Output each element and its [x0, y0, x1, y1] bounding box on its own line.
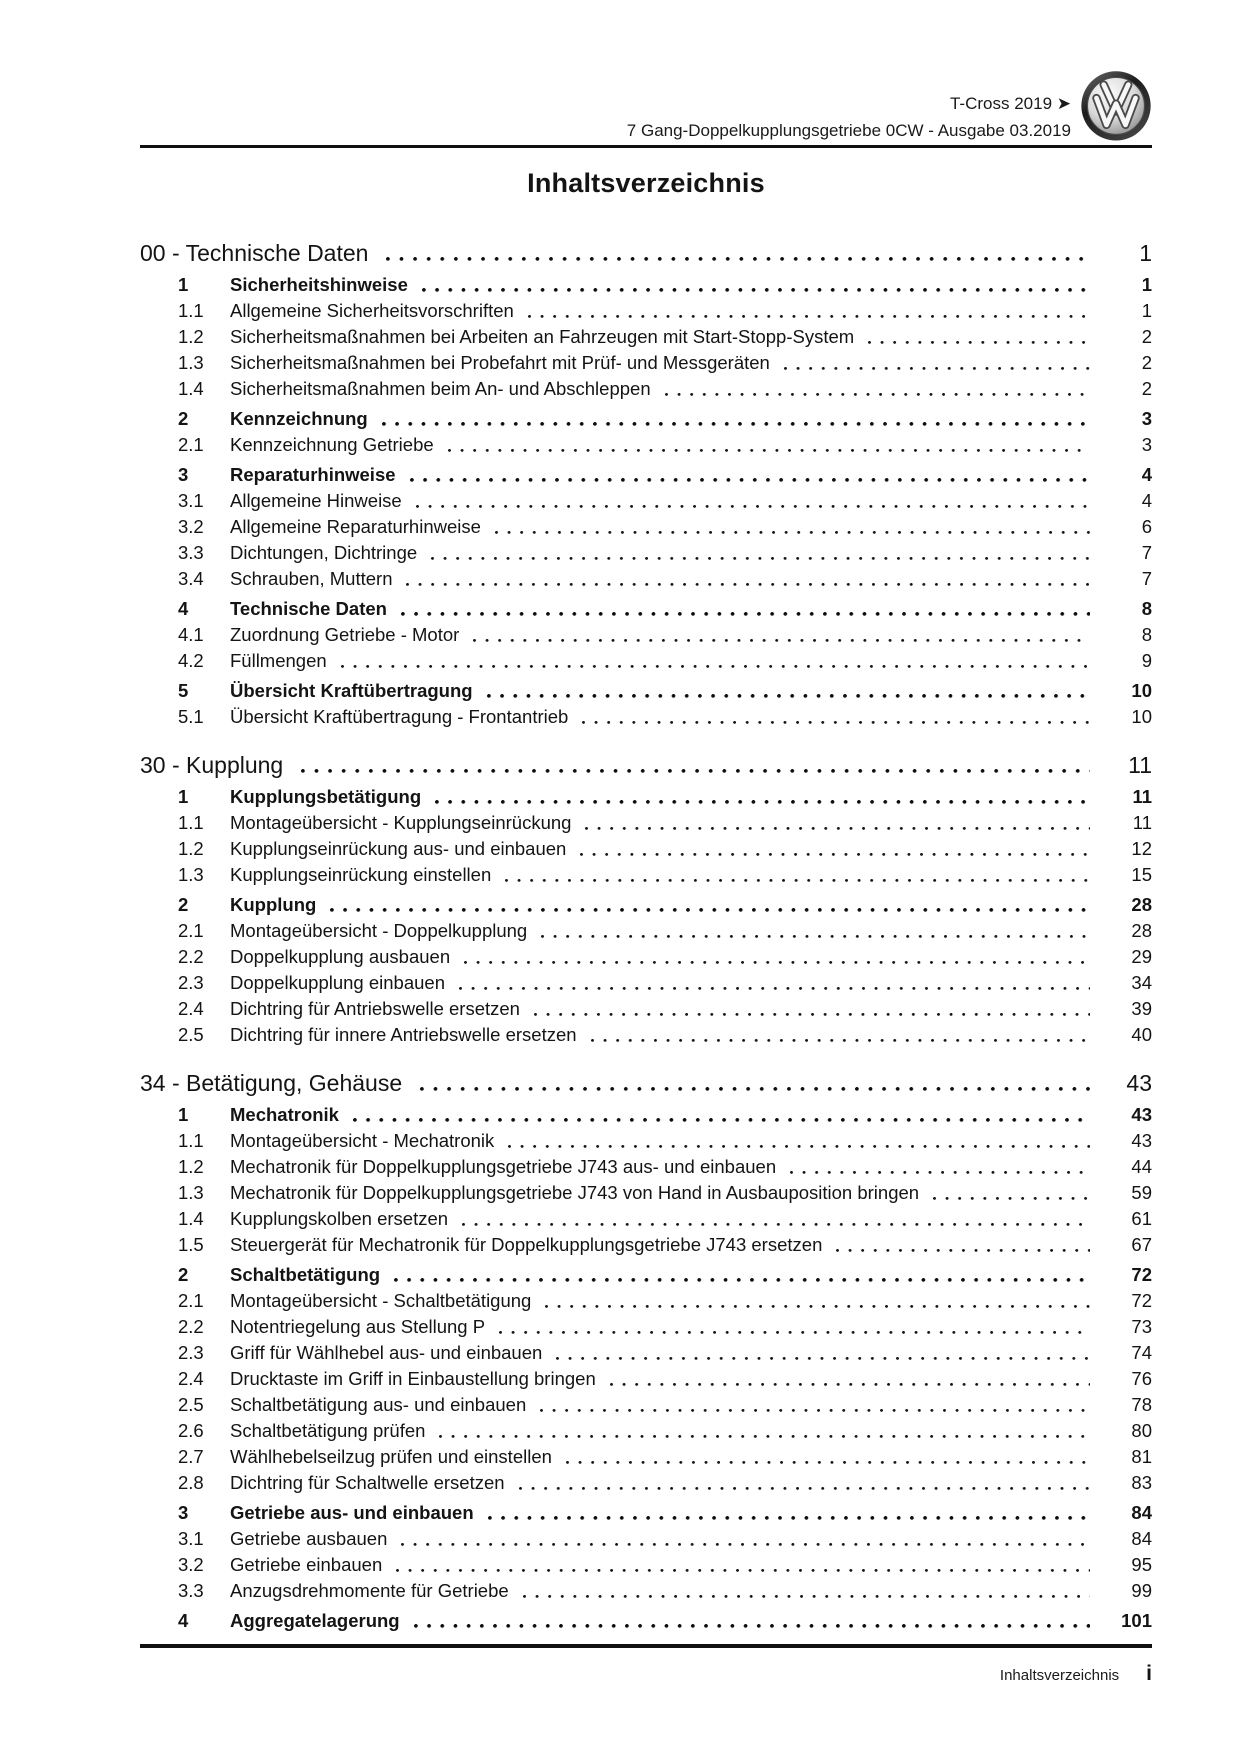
entry-page-number: 84 [1131, 1528, 1152, 1549]
toc-entry [140, 1206, 1152, 1232]
entry-page-number: 15 [1131, 864, 1152, 885]
leader-dots [495, 514, 1090, 540]
leader-dots [353, 1102, 1090, 1128]
entry-page-number: 95 [1131, 1554, 1152, 1575]
leader-dots [414, 1608, 1090, 1634]
leader-dots [868, 324, 1090, 350]
entry-page-number: 101 [1121, 1610, 1152, 1631]
entry-number: 3.3 [178, 1580, 204, 1601]
entry-number: 1.2 [178, 1156, 204, 1177]
entry-number: 3.2 [178, 516, 204, 537]
toc-entry [140, 1232, 1152, 1258]
leader-dots [473, 622, 1090, 648]
leader-dots [459, 970, 1090, 996]
entry-title: Montageübersicht - Mechatronik [230, 1130, 495, 1151]
entry-number: 2.2 [178, 946, 204, 967]
entry-number: 4 [178, 1610, 189, 1631]
toc-entry [140, 324, 1152, 350]
footer-divider [140, 1644, 1152, 1648]
entry-page-number: 4 [1141, 490, 1152, 511]
entry-number: 1.3 [178, 864, 204, 885]
toc-entry [140, 406, 1152, 432]
entry-number: 1.5 [178, 1234, 204, 1255]
entry-number: 2.4 [178, 998, 204, 1019]
toc-entry [140, 1608, 1152, 1634]
entry-title: Zuordnung Getriebe - Motor [230, 624, 460, 645]
entry-title: Drucktaste im Griff in Einbaustellung bringen [230, 1368, 596, 1389]
footer-page-number: i [1146, 1662, 1152, 1685]
leader-dots [933, 1180, 1090, 1206]
entry-page-number: 12 [1131, 838, 1152, 859]
entry-page-number: 81 [1131, 1446, 1152, 1467]
toc-entry [140, 298, 1152, 324]
entry-number: 2.1 [178, 1290, 204, 1311]
entry-number: 5 [178, 680, 189, 701]
leader-dots [410, 462, 1090, 488]
leader-dots [431, 540, 1090, 566]
entry-page-number: 7 [1141, 542, 1152, 563]
entry-title: Allgemeine Hinweise [230, 490, 402, 511]
leader-dots [386, 238, 1090, 268]
entry-number: 2.1 [178, 920, 204, 941]
section-title: 34 - Betätigung, Gehäuse [140, 1070, 403, 1096]
entry-title: Doppelkupplung einbauen [230, 972, 445, 993]
entry-page-number: 80 [1131, 1420, 1152, 1441]
entry-page-number: 73 [1131, 1316, 1152, 1337]
entry-title: Kupplung [230, 894, 317, 915]
entry-page-number: 10 [1131, 706, 1152, 727]
entry-number: 3 [178, 1502, 189, 1523]
entry-title: Dichtring für Antriebswelle ersetzen [230, 998, 520, 1019]
toc-entry [140, 1102, 1152, 1128]
entry-title: Kupplungseinrückung aus- und einbauen [230, 838, 567, 859]
toc-entry [140, 350, 1152, 376]
toc-entry [140, 678, 1152, 704]
entry-title: Dichtring für Schaltwelle ersetzen [230, 1472, 505, 1493]
entry-number: 1.4 [178, 378, 204, 399]
leader-dots [488, 1500, 1090, 1526]
entry-number: 1.1 [178, 300, 204, 321]
entry-title: Getriebe ausbauen [230, 1528, 388, 1549]
entry-title: Übersicht Kraftübertragung - Frontantrieb [230, 706, 569, 727]
entry-page-number: 1 [1141, 274, 1152, 295]
header-text-block [627, 90, 1071, 145]
toc-entry [140, 1552, 1152, 1578]
toc-section-row [140, 238, 1152, 268]
entry-title: Schaltbetätigung prüfen [230, 1420, 426, 1441]
entry-number: 3.4 [178, 568, 204, 589]
entry-page-number: 43 [1131, 1104, 1152, 1125]
entry-number: 1.3 [178, 352, 204, 373]
leader-dots [422, 272, 1090, 298]
entry-number: 2.8 [178, 1472, 204, 1493]
leader-dots [487, 678, 1090, 704]
leader-dots [523, 1578, 1090, 1604]
leader-dots [580, 836, 1090, 862]
entry-page-number: 76 [1131, 1368, 1152, 1389]
toc-entry [140, 704, 1152, 730]
toc-entry [140, 862, 1152, 888]
leader-dots [394, 1262, 1090, 1288]
leader-dots [499, 1314, 1090, 1340]
entry-page-number: 28 [1131, 894, 1152, 915]
entry-title: Schaltbetätigung [230, 1264, 381, 1285]
leader-dots [582, 704, 1090, 730]
entry-number: 4.2 [178, 650, 204, 671]
leader-dots [566, 1444, 1090, 1470]
entry-page-number: 74 [1131, 1342, 1152, 1363]
toc-entry [140, 272, 1152, 298]
page-header [140, 62, 1152, 145]
leader-dots [330, 892, 1090, 918]
entry-title: Aggregatelagerung [230, 1610, 400, 1631]
toc-entry [140, 1526, 1152, 1552]
section-page-number: 11 [1128, 752, 1152, 778]
entry-page-number: 84 [1131, 1502, 1152, 1523]
leader-dots [396, 1552, 1090, 1578]
entry-number: 2.7 [178, 1446, 204, 1467]
leader-dots [505, 862, 1090, 888]
leader-dots [462, 1206, 1090, 1232]
entry-title: Dichtungen, Dichtringe [230, 542, 418, 563]
leader-dots [790, 1154, 1090, 1180]
toc-entry [140, 970, 1152, 996]
entry-number: 1.2 [178, 326, 204, 347]
toc-entry [140, 622, 1152, 648]
header-divider [140, 145, 1152, 148]
entry-page-number: 72 [1131, 1290, 1152, 1311]
leader-dots [665, 376, 1090, 402]
toc-entry [140, 918, 1152, 944]
toc-entry [140, 1444, 1152, 1470]
toc-entry [140, 462, 1152, 488]
entry-title: Montageübersicht - Doppelkupplung [230, 920, 528, 941]
entry-title: Mechatronik für Doppelkupplungsgetriebe J743 von Hand in Ausbauposition bringen [230, 1182, 920, 1203]
toc-entry [140, 540, 1152, 566]
toc-entry [140, 996, 1152, 1022]
leader-dots [519, 1470, 1090, 1496]
leader-dots [435, 784, 1090, 810]
toc-entry [140, 1262, 1152, 1288]
entry-title: Schrauben, Muttern [230, 568, 393, 589]
page-footer [140, 1662, 1152, 1686]
entry-number: 4.1 [178, 624, 204, 645]
page-title: Inhaltsverzeichnis [527, 168, 765, 198]
entry-title: Steuergerät für Mechatronik für Doppelkupplungsgetriebe J743 ersetzen [230, 1234, 823, 1255]
entry-title: Sicherheitsmaßnahmen beim An- und Abschleppen [230, 378, 651, 399]
leader-dots [528, 298, 1090, 324]
toc-entry [140, 1128, 1152, 1154]
section-page-number: 43 [1126, 1070, 1152, 1096]
entry-title: Allgemeine Reparaturhinweise [230, 516, 481, 537]
entry-number: 2.5 [178, 1394, 204, 1415]
table-of-contents [140, 238, 1152, 1634]
entry-title: Montageübersicht - Schaltbetätigung [230, 1290, 532, 1311]
toc-entry [140, 488, 1152, 514]
toc-section-row [140, 1068, 1152, 1098]
toc-entry [140, 514, 1152, 540]
entry-number: 4 [178, 598, 189, 619]
entry-page-number: 39 [1131, 998, 1152, 1019]
entry-title: Montageübersicht - Kupplungseinrückung [230, 812, 572, 833]
toc-entry [140, 648, 1152, 674]
toc-entry [140, 1022, 1152, 1048]
entry-number: 3.1 [178, 490, 204, 511]
entry-page-number: 10 [1131, 680, 1152, 701]
entry-number: 2.3 [178, 1342, 204, 1363]
leader-dots [508, 1128, 1090, 1154]
leader-dots [341, 648, 1090, 674]
entry-number: 1.1 [178, 1130, 204, 1151]
entry-page-number: 61 [1131, 1208, 1152, 1229]
entry-title: Anzugsdrehmomente für Getriebe [230, 1580, 509, 1601]
entry-number: 2.5 [178, 1024, 204, 1045]
entry-number: 1.1 [178, 812, 204, 833]
entry-title: Griff für Wählhebel aus- und einbauen [230, 1342, 543, 1363]
entry-title: Kennzeichnung [230, 408, 368, 429]
entry-page-number: 7 [1141, 568, 1152, 589]
entry-page-number: 28 [1131, 920, 1152, 941]
entry-page-number: 72 [1131, 1264, 1152, 1285]
toc-entry [140, 836, 1152, 862]
leader-dots [401, 596, 1090, 622]
entry-number: 2.1 [178, 434, 204, 455]
toc-entry [140, 432, 1152, 458]
toc-entry [140, 1314, 1152, 1340]
entry-number: 2 [178, 894, 189, 915]
entry-number: 2.6 [178, 1420, 204, 1441]
entry-page-number: 3 [1141, 434, 1152, 455]
entry-number: 3 [178, 464, 189, 485]
entry-page-number: 2 [1141, 352, 1152, 373]
toc-entry [140, 1340, 1152, 1366]
entry-number: 1.4 [178, 1208, 204, 1229]
entry-title: Doppelkupplung ausbauen [230, 946, 451, 967]
toc-entry [140, 1392, 1152, 1418]
entry-number: 1.3 [178, 1182, 204, 1203]
leader-dots [301, 750, 1090, 780]
entry-title: Mechatronik [230, 1104, 339, 1125]
entry-title: Kupplungseinrückung einstellen [230, 864, 492, 885]
toc-entry [140, 1288, 1152, 1314]
entry-title: Übersicht Kraftübertragung [230, 680, 473, 701]
toc-entry [140, 1470, 1152, 1496]
entry-title: Getriebe aus- und einbauen [230, 1502, 474, 1523]
entry-number: 3.1 [178, 1528, 204, 1549]
entry-page-number: 29 [1131, 946, 1152, 967]
footer-label: Inhaltsverzeichnis [999, 1667, 1120, 1684]
leader-dots [464, 944, 1090, 970]
toc-entry [140, 810, 1152, 836]
leader-dots [836, 1232, 1090, 1258]
leader-dots [401, 1526, 1090, 1552]
leader-dots [591, 1022, 1090, 1048]
entry-title: Dichtring für innere Antriebswelle ersetzen [230, 1024, 577, 1045]
toc-entry [140, 596, 1152, 622]
entry-title: Reparaturhinweise [230, 464, 396, 485]
leader-dots [556, 1340, 1090, 1366]
manual-subtitle: 7 Gang-Doppelkupplungsgetriebe 0CW - Ausgabe 03.2019 [626, 121, 1071, 140]
entry-number: 1 [178, 786, 189, 807]
entry-title: Sicherheitsmaßnahmen bei Probefahrt mit Prüf- und Messgeräten [230, 352, 770, 373]
toc-section-row [140, 750, 1152, 780]
leader-dots [439, 1418, 1090, 1444]
toc-entry [140, 376, 1152, 402]
entry-number: 2.4 [178, 1368, 204, 1389]
leader-dots [416, 488, 1090, 514]
entry-number: 2 [178, 408, 189, 429]
leader-dots [610, 1366, 1090, 1392]
entry-page-number: 44 [1131, 1156, 1152, 1177]
section-page-number: 1 [1139, 240, 1152, 266]
leader-dots [585, 810, 1090, 836]
entry-page-number: 4 [1141, 464, 1152, 485]
entry-number: 1 [178, 1104, 189, 1125]
entry-page-number: 11 [1132, 786, 1152, 807]
entry-number: 1 [178, 274, 189, 295]
entry-number: 3.2 [178, 1554, 204, 1575]
entry-number: 2 [178, 1264, 189, 1285]
section-title: 30 - Kupplung [140, 752, 284, 778]
toc-entry [140, 1418, 1152, 1444]
model-designation: T-Cross 2019 ➤ [949, 94, 1071, 113]
entry-page-number: 1 [1141, 300, 1152, 321]
entry-page-number: 34 [1131, 972, 1152, 993]
toc-entry [140, 892, 1152, 918]
leader-dots [540, 1392, 1090, 1418]
entry-page-number: 40 [1131, 1024, 1152, 1045]
toc-entry [140, 1578, 1152, 1604]
entry-page-number: 2 [1141, 326, 1152, 347]
entry-page-number: 43 [1131, 1130, 1152, 1151]
entry-title: Getriebe einbauen [230, 1554, 383, 1575]
entry-number: 5.1 [178, 706, 204, 727]
entry-title: Allgemeine Sicherheitsvorschriften [230, 300, 514, 321]
toc-entry [140, 1366, 1152, 1392]
entry-title: Kupplungskolben ersetzen [230, 1208, 449, 1229]
toc-entry [140, 1154, 1152, 1180]
entry-page-number: 9 [1141, 650, 1152, 671]
entry-title: Sicherheitshinweise [230, 274, 408, 295]
entry-title: Notentriegelung aus Stellung P [230, 1316, 486, 1337]
vw-logo-icon [1080, 69, 1152, 145]
section-title: 00 - Technische Daten [140, 240, 369, 266]
entry-page-number: 8 [1141, 624, 1152, 645]
leader-dots [534, 996, 1090, 1022]
entry-number: 2.2 [178, 1316, 204, 1337]
entry-page-number: 59 [1131, 1182, 1152, 1203]
entry-page-number: 6 [1141, 516, 1152, 537]
leader-dots [420, 1068, 1090, 1098]
entry-title: Technische Daten [230, 598, 387, 619]
entry-title: Mechatronik für Doppelkupplungsgetriebe J743 aus- und einbauen [230, 1156, 777, 1177]
entry-title: Kennzeichnung Getriebe [230, 434, 434, 455]
entry-title: Kupplungsbetätigung [230, 786, 422, 807]
entry-page-number: 78 [1131, 1394, 1152, 1415]
entry-page-number: 3 [1141, 408, 1152, 429]
entry-title: Wählhebelseilzug prüfen und einstellen [230, 1446, 552, 1467]
entry-title: Füllmengen [230, 650, 327, 671]
leader-dots [406, 566, 1090, 592]
entry-number: 1.2 [178, 838, 204, 859]
toc-entry [140, 944, 1152, 970]
leader-dots [448, 432, 1090, 458]
entry-title: Schaltbetätigung aus- und einbauen [230, 1394, 527, 1415]
entry-title: Sicherheitsmaßnahmen bei Arbeiten an Fahrzeugen mit Start-Stopp-System [230, 326, 855, 347]
toc-entry [140, 566, 1152, 592]
toc-entry [140, 1180, 1152, 1206]
entry-page-number: 99 [1131, 1580, 1152, 1601]
leader-dots [541, 918, 1090, 944]
toc-entry [140, 784, 1152, 810]
leader-dots [545, 1288, 1090, 1314]
entry-page-number: 83 [1131, 1472, 1152, 1493]
entry-page-number: 67 [1131, 1234, 1152, 1255]
leader-dots [382, 406, 1090, 432]
leader-dots [784, 350, 1090, 376]
toc-entry [140, 1500, 1152, 1526]
entry-page-number: 11 [1132, 812, 1152, 833]
entry-number: 3.3 [178, 542, 204, 563]
entry-page-number: 8 [1141, 598, 1152, 619]
entry-page-number: 2 [1141, 378, 1152, 399]
entry-number: 2.3 [178, 972, 204, 993]
